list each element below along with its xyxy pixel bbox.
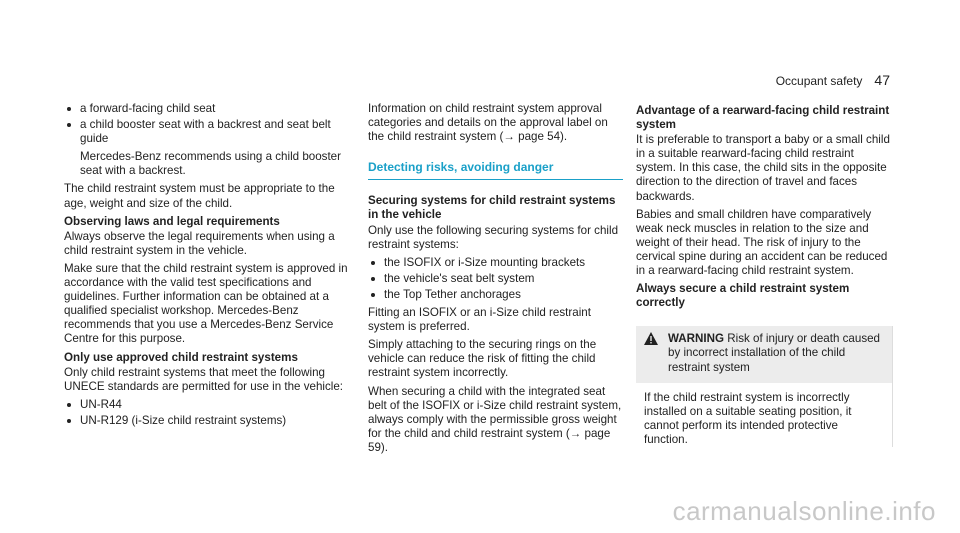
warning-header — [636, 326, 892, 382]
subheading: Observing laws and legal requirements — [64, 214, 280, 228]
list-item: a forward-facing child seat — [64, 102, 354, 116]
paragraph: Information on child restraint system approval categories and details on the approval label on the child restraint system (→ page 54). — [368, 102, 608, 144]
warning-message: Risk of injury or death caused by incorrect installation of the child restraint system — [668, 332, 881, 374]
watermark: carmanualsonline.info — [672, 496, 936, 526]
column-middle — [368, 102, 623, 459]
indented-note: Mercedes-Benz recommends using a child booster seat with a backrest. — [80, 150, 341, 178]
paragraph: Fitting an ISOFIX or an i-Size child restraint system is preferred. — [368, 306, 591, 334]
column-right — [636, 102, 893, 451]
paragraph: When securing a child with the integrated seat belt of the ISOFIX or i-Size child restraint system, always comply with the permissible gross weight for the child and child restraint system (→ page 59). — [368, 384, 622, 454]
paragraph: Always observe the legal requirements when using a child restraint system in the vehicle. — [64, 229, 335, 257]
paragraph: Simply attaching to the securing rings on the vehicle can reduce the risk of fitting the child restraint system incorrectly. — [368, 338, 597, 380]
list-item: a child booster seat with a backrest and seat belt guide — [64, 118, 354, 146]
list-item: UN-R129 (i-Size child restraint systems) — [64, 414, 354, 428]
section-title: Detecting risks, avoiding danger — [368, 160, 623, 180]
page-header — [776, 72, 890, 88]
warning-text — [668, 332, 884, 374]
list-item: the ISOFIX or i-Size mounting brackets — [368, 256, 623, 270]
subheading: Advantage of a rearward-facing child restraint system — [636, 104, 890, 132]
list-item: UN-R44 — [64, 398, 354, 412]
section-label: Occupant safety — [775, 74, 863, 88]
paragraph: Make sure that the child restraint system is approved in accordance with the valid test specifications and guidelines. Further information can be obtained at a qualified specialist workshop. Mercedes-Benz recommends that you use a Mercedes-Benz Service Centre for this purpose. — [64, 261, 348, 346]
bullet-list — [64, 398, 354, 428]
bullet-list — [64, 102, 354, 146]
paragraph: Babies and small children have comparatively weak neck muscles in relation to the size and weight of their head. The risk of injury to the cervical spine during an accident can be reduced in a rearward-facing child restraint system. — [636, 207, 888, 278]
page-number: 47 — [874, 72, 890, 88]
paragraph: Only child restraint systems that meet the following UNECE standards are permitted for use in the vehicle: — [64, 365, 344, 393]
paragraph: Only use the following securing systems for child restraint systems: — [368, 223, 619, 251]
warning-triangle-icon — [644, 332, 668, 374]
subheading: Always secure a child restraint system correctly — [636, 282, 850, 310]
warning-box — [636, 326, 893, 447]
warning-label: WARNING — [668, 332, 725, 346]
list-item: the Top Tether anchorages — [368, 288, 623, 302]
list-item: the vehicle's seat belt system — [368, 272, 623, 286]
subheading: Securing systems for child restraint systems in the vehicle — [368, 194, 616, 222]
warning-body: If the child restraint system is incorrectly installed on a suitable seating position, it cannot perform its intended protective function. — [644, 390, 852, 446]
paragraph: It is preferable to transport a baby or a small child in a suitable rearward-facing child restraint system. In this case, the child sits in the opposite direction to the direction of travel and faces backwards. — [636, 133, 890, 203]
paragraph: The child restraint system must be appropriate to the age, weight and size of the child. — [64, 182, 335, 210]
bullet-list — [368, 256, 623, 302]
column-left — [64, 102, 354, 432]
subheading: Only use approved child restraint systems — [64, 350, 298, 364]
